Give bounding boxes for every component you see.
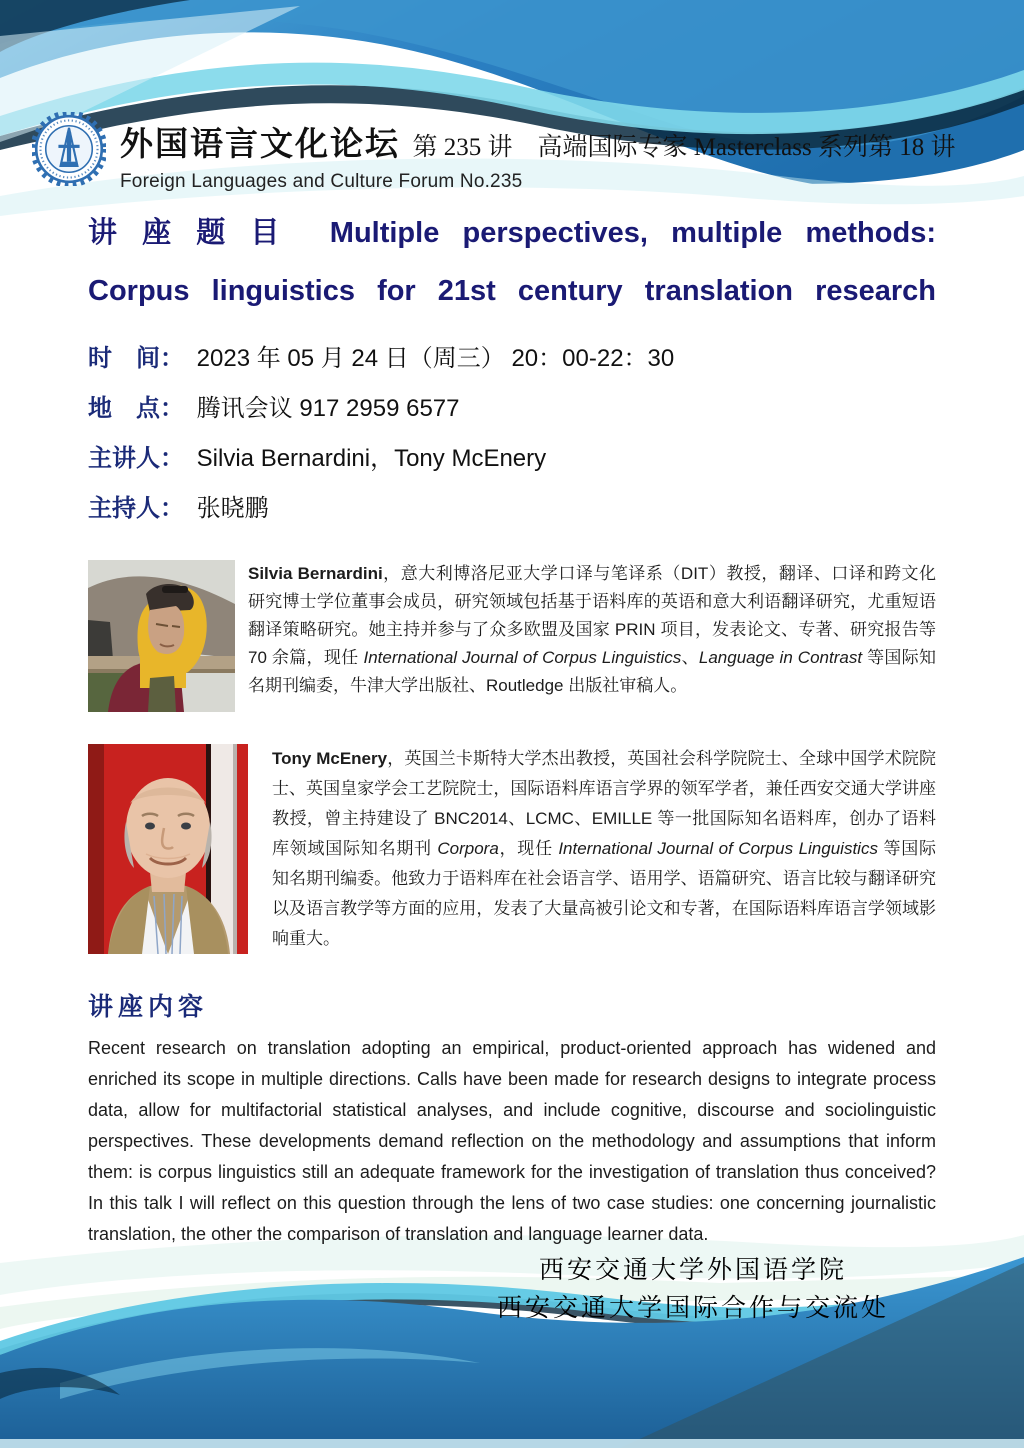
organizer-line1: 西安交通大学外国语学院 xyxy=(538,1257,847,1284)
university-seal-logo xyxy=(32,112,106,186)
venue-label: 地 点： xyxy=(88,396,184,422)
content-paragraph: Recent research on translation adopting an empirical, product-oriented approach has widened and enriched its scope in multiple directions. Calls have been made for research designs to integrate process data, allow for multifactorial statistical analyses, and include cognitive, discourse and sociolinguistic perspectives. These developments demand reflection on the methodology and assumptions that inform them: is corpus linguistics still an adequate framework for the investigation of translation thus conceived? In this talk I will reflect on this question through the lens of two case studies: one concerning journalistic translation, the other the comparison of translation and language learner data. xyxy=(88,1038,936,1244)
speakers-label: 主讲人： xyxy=(88,446,184,472)
lecture-title-line1 xyxy=(88,212,936,254)
footer-organizers xyxy=(363,1252,1023,1328)
content-heading: 讲座内容 xyxy=(88,994,209,1021)
speaker-bio-silvia xyxy=(88,560,936,712)
tony-name: Tony McEnery xyxy=(272,749,388,768)
silvia-bernardini-photo xyxy=(88,560,235,712)
time-label: 时 间： xyxy=(88,346,184,372)
forum-subtitle-en: Foreign Languages and Culture Forum No.235 xyxy=(120,171,523,192)
lecture-title-text1: Multiple perspectives, multiple methods: xyxy=(329,217,936,249)
lecture-info xyxy=(88,334,936,534)
main-content xyxy=(88,212,936,1250)
tony-mcenery-photo xyxy=(88,744,248,954)
time-value: 2023 年 05 月 24 日（周三） 20：00-22：30 xyxy=(196,345,675,372)
info-row-speakers xyxy=(88,434,936,484)
silvia-name: Silvia Bernardini xyxy=(248,564,383,583)
forum-title-cn: 外国语言文化论坛 xyxy=(120,127,400,163)
host-value: 张晓鹏 xyxy=(196,495,269,522)
lecture-title-label: 讲座题目 xyxy=(88,217,305,249)
organizer-line2: 西安交通大学国际合作与交流处 xyxy=(496,1295,889,1322)
host-label: 主持人： xyxy=(88,496,184,522)
info-row-host xyxy=(88,484,936,534)
tony-bio-text: Tony McEnery，英国兰卡斯特大学杰出教授，英国社会科学院院士、全球中国学术院院士、英国皇家学会工艺院院士，国际语料库语言学界的领军学者，兼任西安交通大学讲座教授，曾主持建设了 BNC2014、LCMC、EMILLE 等一批国际知名语料库，创办了语料库领域国际知名期刊 Corpora，现任 International Journal of Corpus Linguistics 等国际知名期刊编委。他致力于语料库在社会语言学、语用学、语篇研究、语言比较与翻译研究以及语言教学等方面的应用，发表了大量高被引论文和专著，在国际语料库语言学领域影响重大。 xyxy=(272,749,937,948)
info-row-time xyxy=(88,334,936,384)
speakers-value: Silvia Bernardini，Tony McEnery xyxy=(196,445,547,472)
silvia-bio-text: Silvia Bernardini，意大利博洛尼亚大学口译与笔译系（DIT）教授，翻译、口译和跨文化研究博士学位董事会成员，研究领域包括基于语料库的英语和意大利语翻译研究，尤重短语翻译策略研究。她主持并参与了众多欧盟及国家 PRIN 项目，发表论文、专著、研究报告等 70 余篇，现任 International Journal of Corpus Linguistics、Language in Contrast 等国际知名期刊编委，牛津大学出版社、Routledge 出版社审稿人。 xyxy=(248,564,936,695)
header-text xyxy=(120,112,955,193)
lecture-title-line2: Corpus linguistics for 21st century translation research xyxy=(88,275,936,307)
info-row-venue xyxy=(88,384,936,434)
speaker-bio-tony xyxy=(88,744,936,954)
header xyxy=(32,112,992,193)
forum-title-session: 第 235 讲 高端国际专家 Masterclass 系列第 18 讲 xyxy=(412,134,956,161)
venue-value: 腾讯会议 917 2959 6577 xyxy=(196,395,460,422)
forum-title xyxy=(120,118,955,165)
